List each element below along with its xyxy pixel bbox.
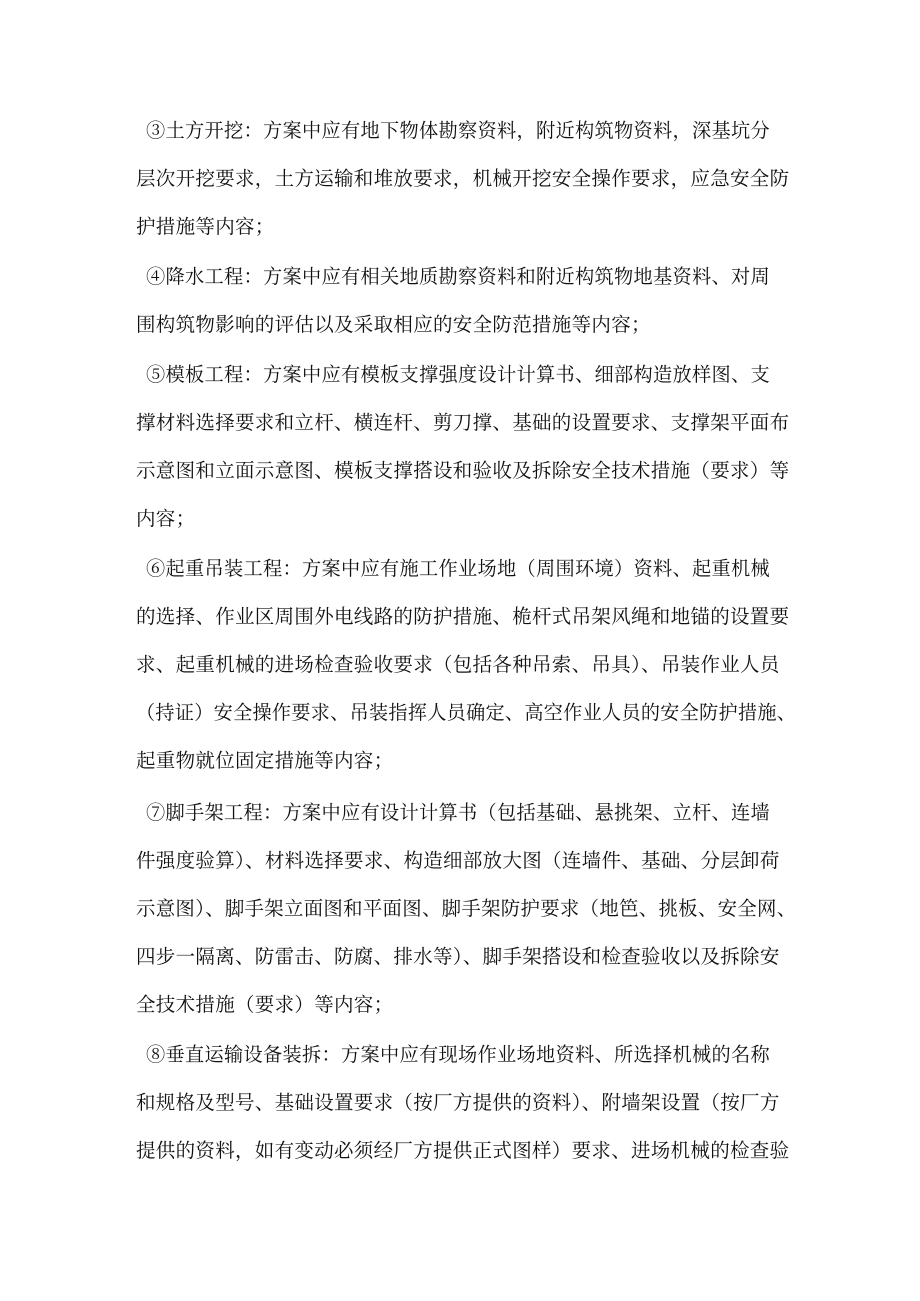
- paragraph-line: ⑤模板工程：方案中应有模板支撑强度设计计算书、细部构造放样图、支: [146, 363, 771, 386]
- paragraph-line: 件强度验算）、材料选择要求、构造细部放大图（连墙件、基础、分层卸荷: [136, 849, 780, 872]
- paragraph-line: ④降水工程：方案中应有相关地质勘察资料和附近构筑物地基资料、对周: [146, 265, 771, 288]
- paragraph-line: 求、起重机械的进场检查验收要求（包括各种吊索、吊具）、吊装作业人员: [136, 653, 780, 676]
- paragraph-line: 示意图）、脚手架立面图和平面图、脚手架防护要求（地笆、挑板、安全网、: [136, 897, 797, 920]
- paragraph-line: ⑦脚手架工程：方案中应有设计计算书（包括基础、悬挑架、立杆、连墙: [146, 801, 771, 824]
- paragraph-line: 围构筑物影响的评估以及采取相应的安全防范措施等内容；: [136, 313, 651, 336]
- paragraph-line: 起重物就位固定措施等内容；: [136, 749, 394, 772]
- paragraph-line: 护措施等内容；: [136, 215, 275, 238]
- paragraph-line: ⑥起重吊装工程：方案中应有施工作业场地（周围环境）资料、起重机械: [146, 557, 771, 580]
- paragraph-line: 四步一隔离、防雷击、防腐、排水等）、脚手架搭设和检查验收以及拆除安: [136, 945, 780, 968]
- paragraph-line: ③土方开挖：方案中应有地下物体勘察资料，附近构筑物资料，深基坑分: [146, 119, 771, 142]
- paragraph-line: 的选择、作业区周围外电线路的防护措施、桅杆式吊架风绳和地锚的设置要: [136, 605, 790, 628]
- paragraph-line: 示意图和立面示意图、模板支撑搭设和验收及拆除安全技术措施（要求）等: [136, 459, 790, 482]
- paragraph-line: 内容；: [136, 507, 196, 530]
- paragraph-line: ⑧垂直运输设备装拆：方案中应有现场作业场地资料、所选择机械的名称: [146, 1043, 771, 1066]
- paragraph-line: 全技术措施（要求）等内容；: [136, 993, 394, 1016]
- paragraph-line: 提供的资料，如有变动必须经厂方提供正式图样）要求、进场机械的检查验: [136, 1139, 790, 1162]
- paragraph-line: 层次开挖要求，土方运输和堆放要求，机械开挖安全操作要求，应急安全防: [136, 167, 790, 190]
- paragraph-line: 和规格及型号、基础设置要求（按厂方提供的资料）、附墙架设置（按厂方: [136, 1091, 780, 1114]
- paragraph-line: （持证）安全操作要求、吊装指挥人员确定、高空作业人员的安全防护措施、: [136, 701, 797, 724]
- paragraph-line: 撑材料选择要求和立杆、横连杆、剪刀撑、基础的设置要求、支撑架平面布: [136, 411, 790, 434]
